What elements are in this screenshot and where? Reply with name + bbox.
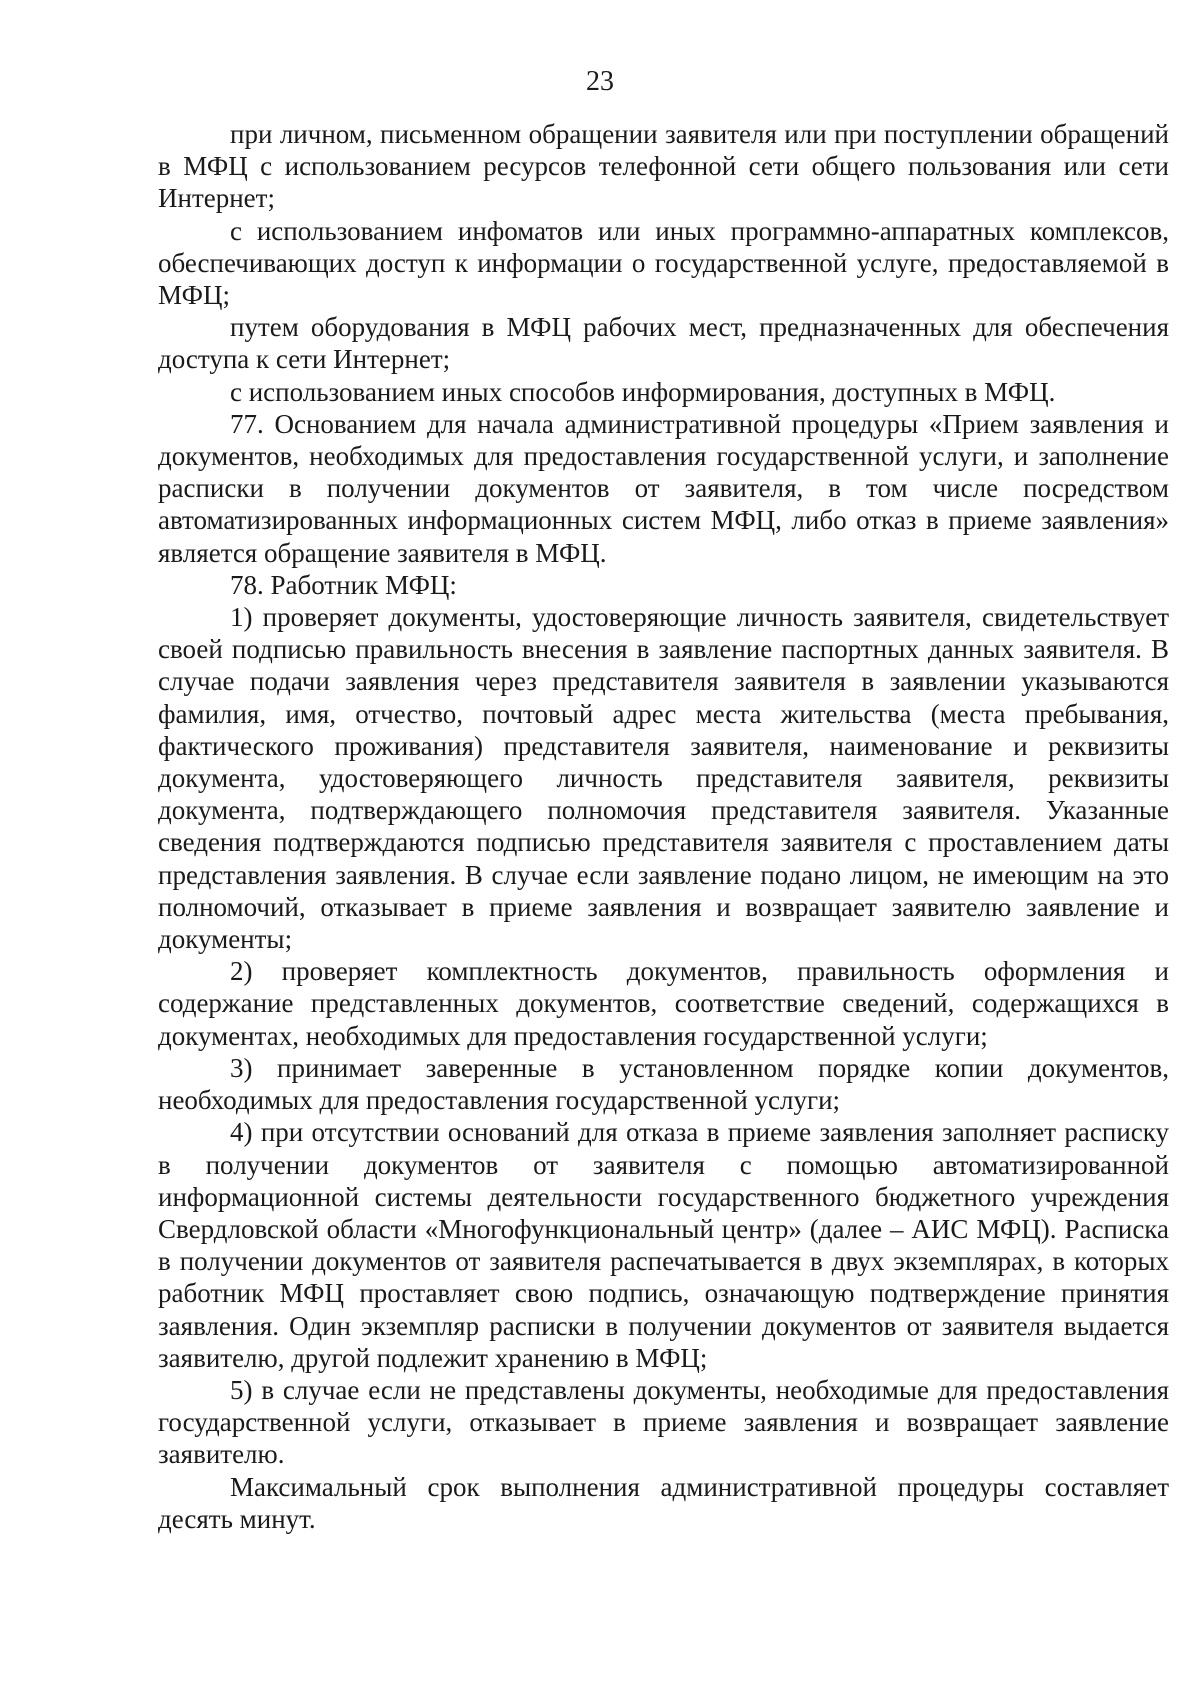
- list-item-4: 4) при отсутствии оснований для отказа в приеме заявления заполняет расписку в получении документов от заявителя с помощью автоматизированной информационной системы деятельности государственного бюджетного учреждения Свердловской области «Многофункциональный центр» (далее – АИС МФЦ). Расписка в получении документов от заявителя распечатывается в двух экземплярах, в которых работник МФЦ проставляет свою подпись, означающую подтверждение принятия заявления. Один экземпляр расписки в получении документов от заявителя выдается заявителю, другой подлежит хранению в МФЦ;: [158, 1117, 1169, 1373]
- paragraph: при личном, письменном обращении заявителя или при поступлении обращений в МФЦ с использованием ресурсов телефонной сети общего пользования или сети Интернет;: [158, 119, 1169, 214]
- paragraph-77: 77. Основанием для начала административной процедуры «Прием заявления и документов, необходимых для предоставления государственной услуги, и заполнение расписки в получении документов от заявителя, в том числе посредством автоматизированных информационных систем МФЦ, либо отказ в приеме заявления» является обращение заявителя в МФЦ.: [158, 408, 1169, 568]
- paragraph-78: 78. Работник МФЦ:: [230, 569, 457, 600]
- list-item-2: 2) проверяет комплектность документов, правильность оформления и содержание представленных документов, соответствие сведений, содержащихся в документах, необходимых для предоставления государственной услуги;: [158, 956, 1169, 1051]
- paragraph: с использованием инфоматов или иных программно-аппаратных комплексов, обеспечивающих доступ к информации о государственной услуге, предоставляемой в МФЦ;: [158, 215, 1169, 311]
- paragraph: с использованием иных способов информирования, доступных в МФЦ.: [230, 376, 1056, 407]
- list-item-1: 1) проверяет документы, удостоверяющие личность заявителя, свидетельствует своей подписью правильность внесения в заявление паспортных данных заявителя. В случае подачи заявления через представителя заявителя в заявлении указываются фамилия, имя, отчество, почтовый адрес места жительства (места пребывания, фактического проживания) представителя заявителя, наименование и реквизиты документа, удостоверяющего личность представителя заявителя, реквизиты документа, подтверждающего полномочия представителя заявителя. Указанные сведения подтверждаются подписью представителя заявителя с проставлением даты представления заявления. В случае если заявление подано лицом, не имеющим на это полномочий, отказывает в приеме заявления и возвращает заявителю заявление и документы;: [158, 602, 1169, 955]
- list-item-3: 3) принимает заверенные в установленном порядке копии документов, необходимых для предоставления государственной услуги;: [158, 1052, 1169, 1116]
- document-body: [158, 118, 1169, 1535]
- list-item-5: 5) в случае если не представлены документы, необходимые для предоставления государственной услуги, отказывает в приеме заявления и возвращает заявление заявителю.: [158, 1374, 1169, 1470]
- page-number: 23: [586, 66, 614, 97]
- paragraph: путем оборудования в МФЦ рабочих мест, предназначенных для обеспечения доступа к сети Интернет;: [158, 312, 1169, 375]
- closing-paragraph: Максимальный срок выполнения административной процедуры составляет десять минут.: [158, 1471, 1169, 1534]
